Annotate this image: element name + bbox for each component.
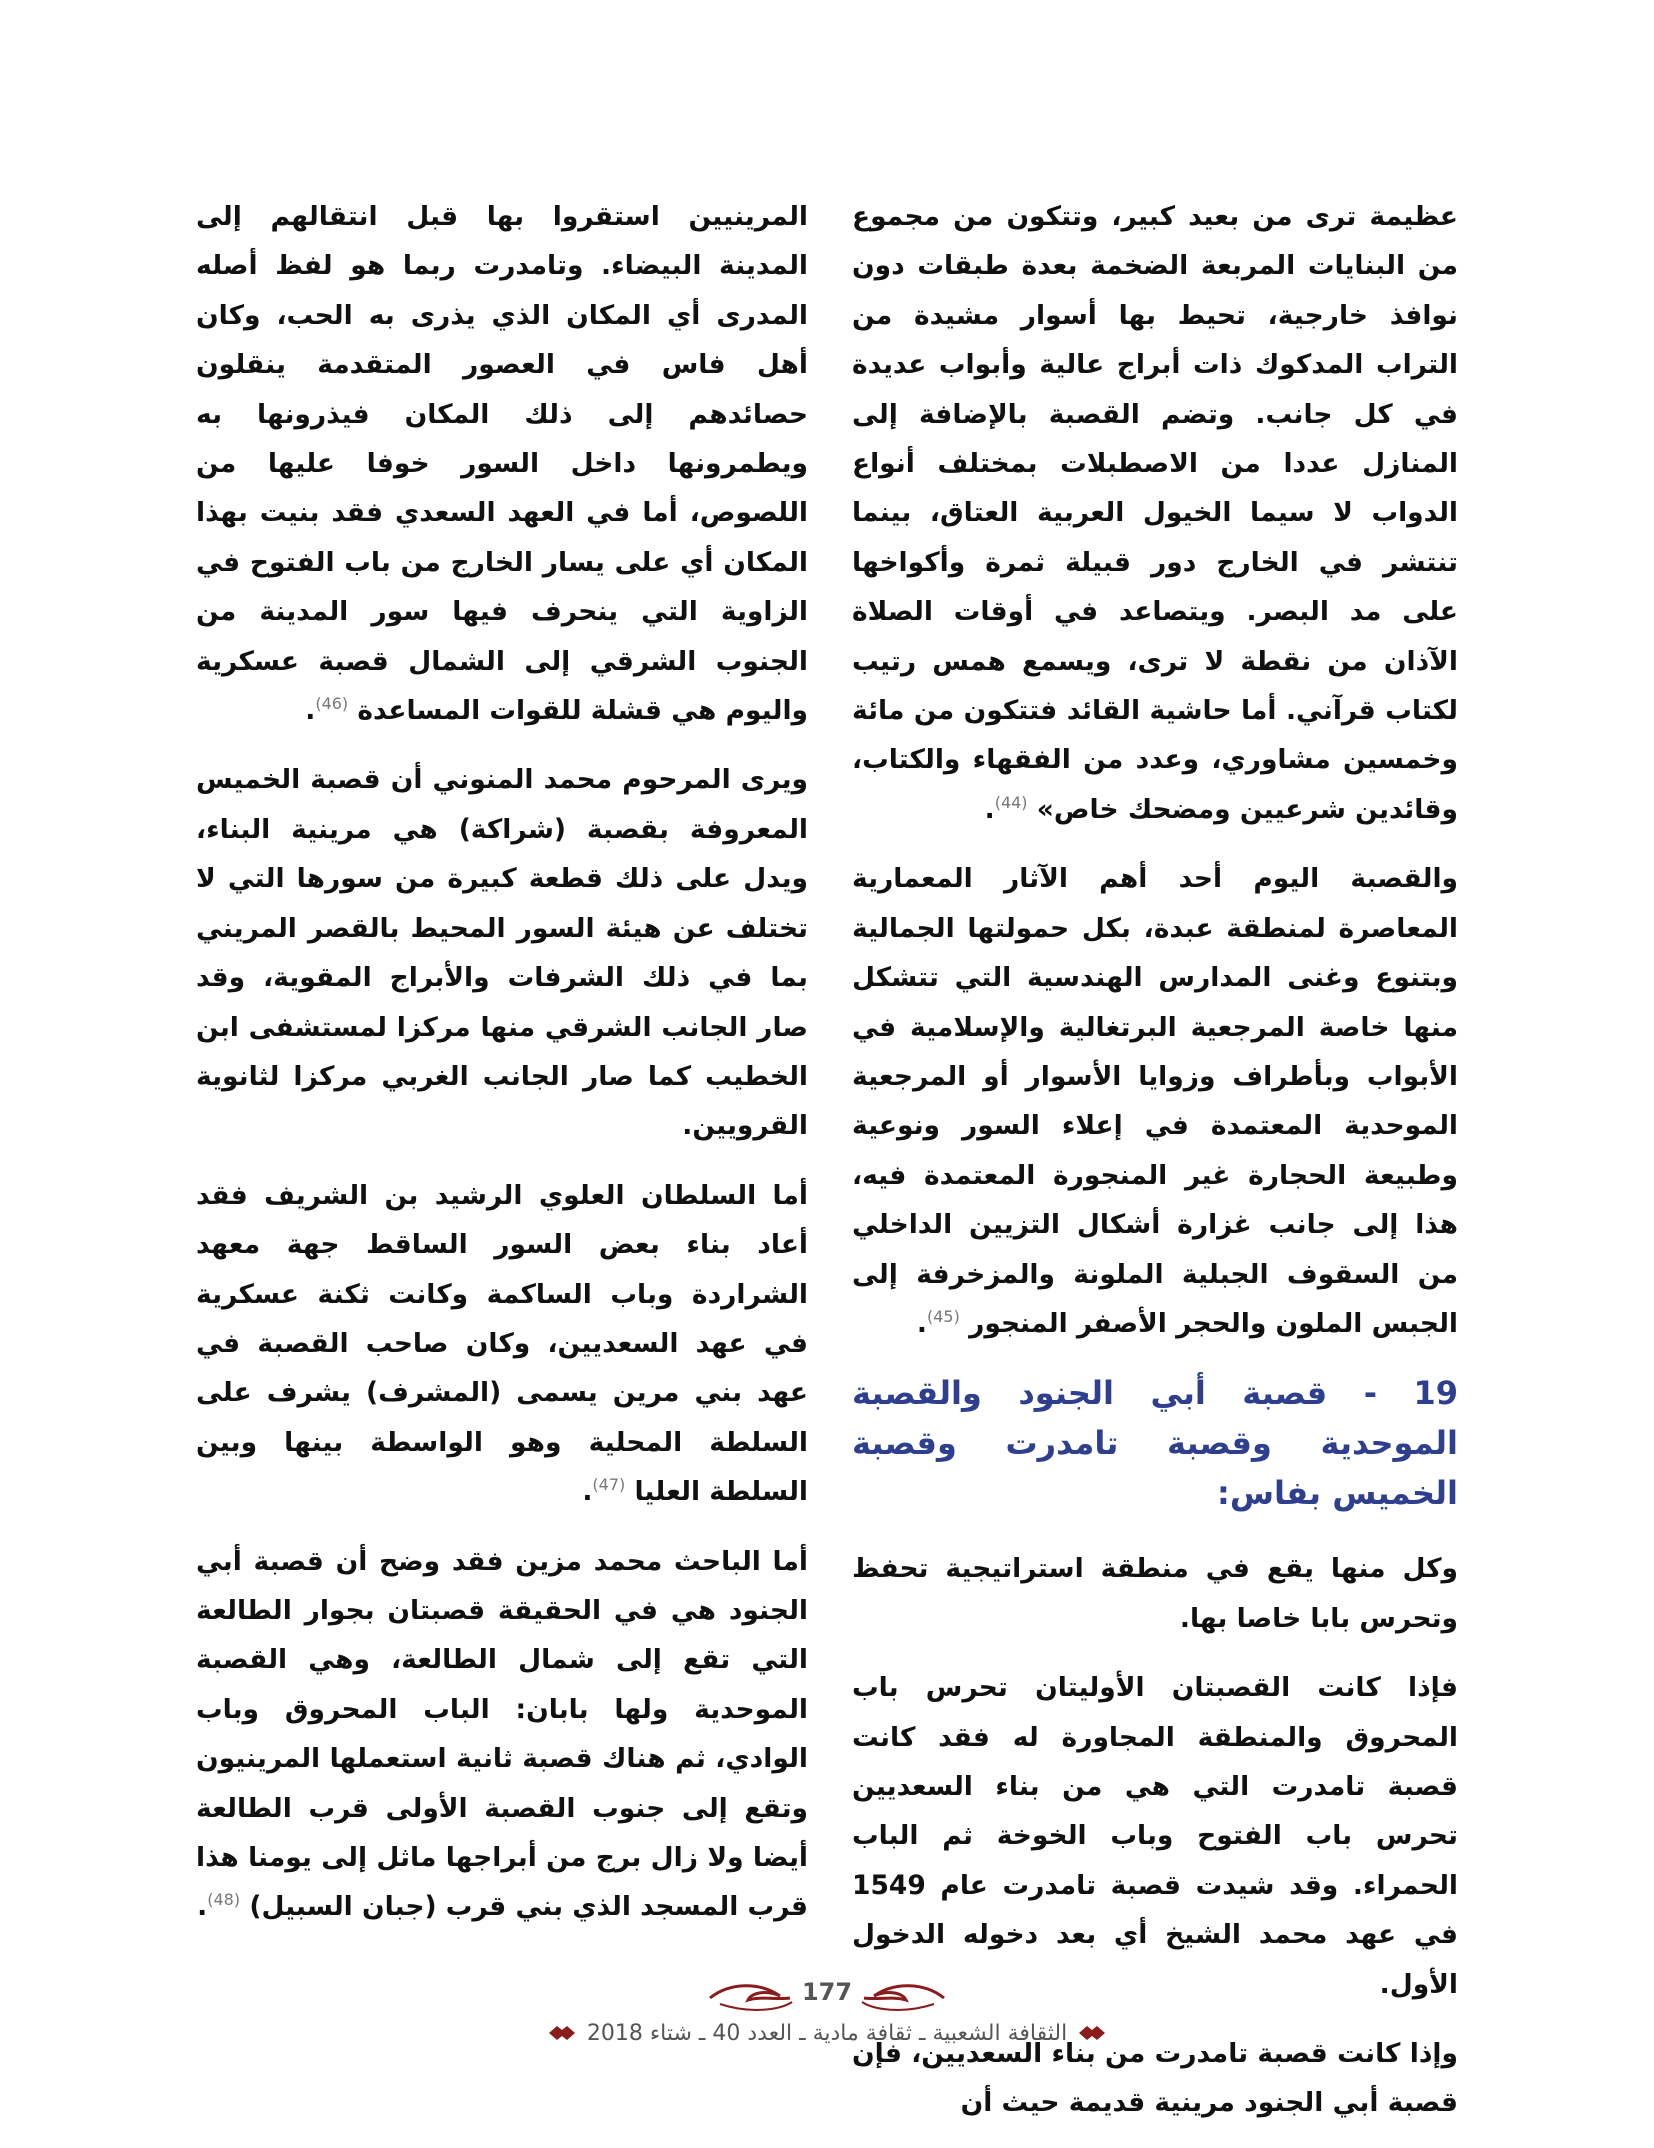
paragraph: وإذا كانت قصبة تامدرت من بناء السعديين، فإن قصبة أبي الجنود مرينية قديمة حيث أن <box>852 2038 1458 2119</box>
diamond-icon <box>547 2024 577 2042</box>
footnote-ref: (47) <box>592 1475 626 1495</box>
left-column <box>196 192 808 1952</box>
page-number: 177 <box>801 1978 853 2006</box>
right-column <box>852 192 1458 2148</box>
paragraph: المرينيين استقروا بها قبل انتقالهم إلى المدينة البيضاء. وتامدرت ربما هو لفظ أصله المدرى أي المكان الذي يذرى به الحب، وكان أهل فاس في العصور المتقدمة ينقلون حصائدهم إلى ذلك المكان فيذرونها به ويطمرونها داخل السور خوفا عليها من اللصوص، أما في العهد السعدي فقد بنيت بهذا المكان أي على يسار الخارج من باب الفتوح في الزاوية التي ينحرف فيها سور المدينة من الجنوب الشرقي إلى الشمال قصبة عسكرية واليوم هي قشلة للقوات المساعدة $^{(46)}$. <box>196 201 808 727</box>
paragraph: وكل منها يقع في منطقة استراتيجية تحفظ وتحرس بابا خاصا بها. <box>852 1553 1458 1634</box>
section-heading: 19 - قصبة أبي الجنود والقصبة الموحدية وقصبة تامدرت وقصبة الخميس بفاس: <box>852 1374 1458 1513</box>
paragraph: أما الباحث محمد مزين فقد وضح أن قصبة أبي الجنود هي في الحقيقة قصبتان بجوار الطالعة التي تقع إلى شمال الطالعة، وهي القصبة الموحدية ولها بابان: الباب المحروق وباب الوادي، ثم هناك قصبة ثانية استعملها المرينيون وتقع إلى جنوب القصبة الأولى قرب الطالعة أيضا ولا زال برج من أبراجها ماثل إلى يومنا هذا قرب المسجد الذي بني قرب (جبان السبيل) $^{(48)}$. <box>196 1545 808 1923</box>
footnote-ref: (48) <box>207 1890 241 1910</box>
footnote-ref: (46) <box>315 694 349 714</box>
paragraph: ويرى المرحوم محمد المنوني أن قصبة الخميس المعروفة بقصبة (شراكة) هي مرينية البناء، ويدل على ذلك قطعة كبيرة من سورها التي لا تختلف عن هيئة السور المحيط بالقصر المريني بما في ذلك الشرفات والأبراج المقوية، وقد صار الجانب الشرقي منها مركزا لمستشفى ابن الخطيب كما صار الجانب الغربي مركزا لثانوية القرويين. <box>196 764 808 1142</box>
paragraph: فإذا كانت القصبتان الأوليتان تحرس باب المحروق والمنطقة المجاورة له فقد كانت قصبة تامدرت التي هي من بناء السعديين تحرس باب الفتوح وباب الخوخة ثم الباب الحمراء. وقد شيدت قصبة تامدرت عام 1549 في عهد محمد الشيخ أي بعد دخوله الدخول الأول. <box>852 1672 1458 2000</box>
footnote-ref: (44) <box>994 793 1028 813</box>
diamond-icon <box>1077 2024 1107 2042</box>
paragraph: أما السلطان العلوي الرشيد بن الشريف فقد أعاد بناء بعض السور الساقط جهة معهد الشراردة وباب الساكمة وكانت ثكنة عسكرية في عهد السعديين، وكان صاحب القصبة في عهد بني مرين يسمى (المشرف) يشرف على السلطة المحلية وهو الواسطة بينها وبين السلطة العليا $^{(47)}$. <box>196 1179 808 1508</box>
paragraph: عظيمة ترى من بعيد كبير، وتتكون من مجموع من البنايات المربعة الضخمة بعدة طبقات دون نوافذ خارجية، تحيط بها أسوار مشيدة من التراب المدكوك ذات أبراج عالية وأبواب عديدة في كل جانب. وتضم القصبة بالإضافة إلى المنازل عددا من الاصطبلات بمختلف أنواع الدواب لا سيما الخيول العربية العتاق، بينما تنتشر في الخارج دور قبيلة ثمرة وأكواخها على مد البصر. ويتصاعد في أوقات الصلاة الآذان من نقطة لا ترى، ويسمع همس رتيب لكتاب قرآني. أما حاشية القائد فتتكون من مائة وخمسين مشاوري، وعدد من الفقهاء والكتاب، وقائدين شرعيين ومضحك خاص» $^{(44)}$. <box>852 201 1458 825</box>
paragraph: والقصبة اليوم أحد أهم الآثار المعمارية المعاصرة لمنطقة عبدة، بكل حمولتها الجمالية وبتنوع وغنى المدارس الهندسية التي تتشكل منها خاصة المرجعية البرتغالية والإسلامية في الأبواب وبأطراف وزوايا الأسوار أو المرجعية الموحدية المعتمدة في إعلاء السور ونوعية وطبيعة الحجارة غير المنجورة المعتمدة فيه، هذا إلى جانب غزارة أشكال التزيين الداخلي من السقوف الجبلية الملونة والمزخرفة إلى الجبس الملون والحجر الأصفر المنجور $^{(45)}$. <box>852 863 1458 1339</box>
journal-footer <box>480 2016 1174 2050</box>
journal-info: الثقافة الشعبية ـ ثقافة مادية ـ العدد 40 ـ شتاء 2018 <box>586 2020 1068 2046</box>
footnote-ref: (45) <box>926 1307 960 1327</box>
